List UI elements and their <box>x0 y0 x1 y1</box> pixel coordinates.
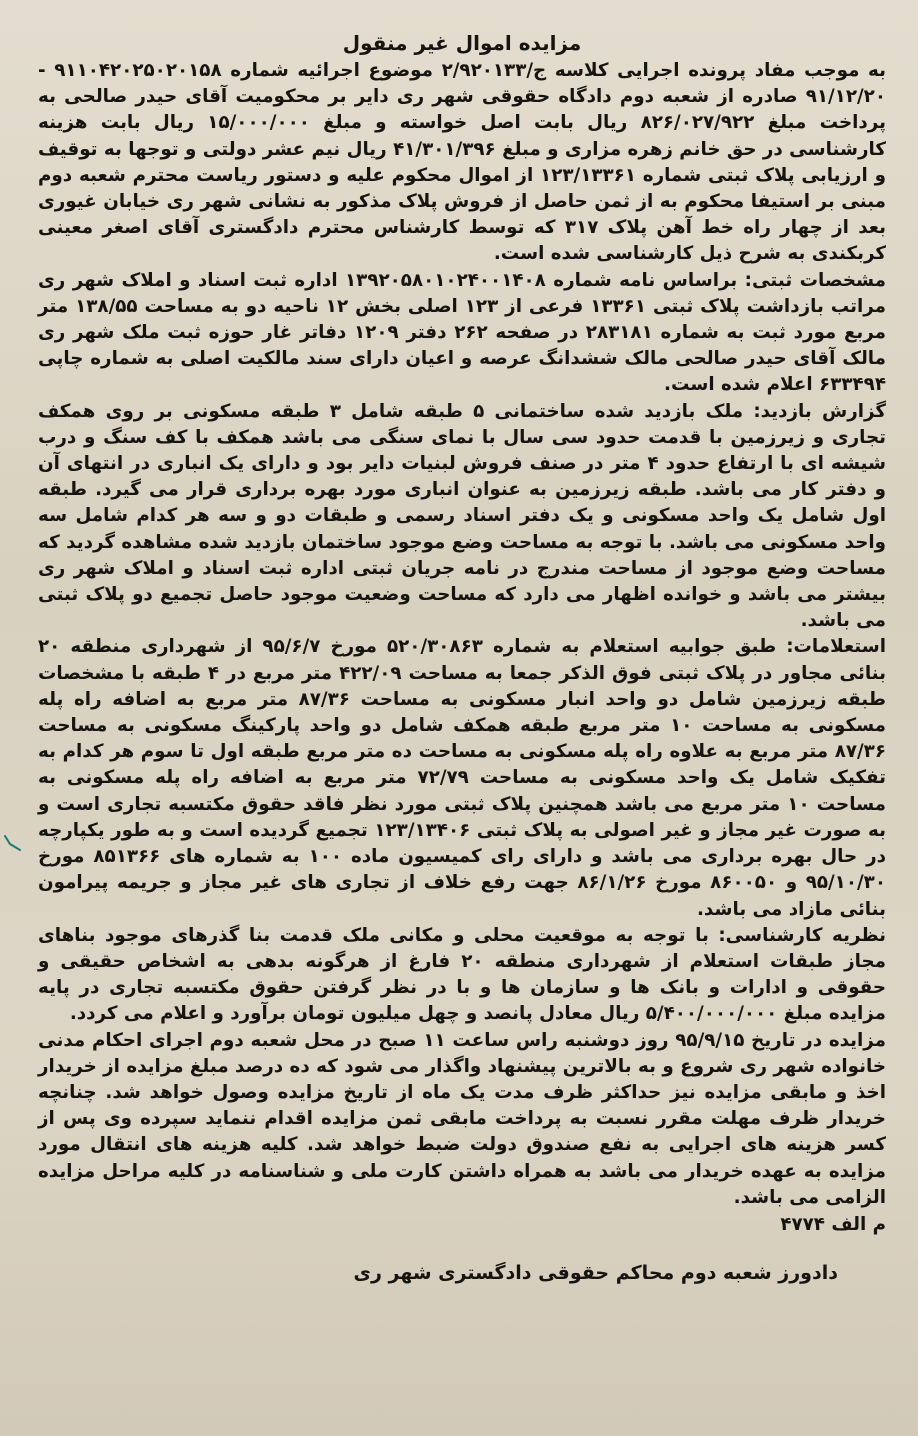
inspection-report-paragraph: گزارش بازدید: ملک بازدید شده ساختمانی ۵ طبقه شامل ۳ طبقه مسکونی بر روی همکف تجاری و زیرزمین با قدمت حدود سی سال با نمای سنگی می باشد همکف با کف سنگ و درب شیشه ای با ارتفاع حدود ۴ متر در صنف فروش لبنیات دایر بود و دارای یک انباری در انتهای آن و دفتر کار می باشد. طبقه زیرزمین به عنوان انباری مورد بهره برداری قرار می گیرد. طبقه اول شامل یک واحد مسکونی و یک دفتر اسناد رسمی و طبقات دو و سه هر کدام شامل سه واحد مسکونی می باشد. با توجه به مساحت وضع موجود ساختمان بازدید شده مشاهده گردید که مساحت وضع موجود از مساحت مندرج در نامه جریان ثبتی اداره ثبت اسناد و املاک شهر ری بیشتر می باشد و خوانده اظهار می دارد که مساحت وضعیت موجود حاصل تجمیع دو پلاک ثبتی می باشد. <box>38 400 886 632</box>
notice-title: مزایده اموال غیر منقول <box>342 31 582 55</box>
intro-paragraph: به موجب مفاد پرونده اجرایی کلاسه ج/۲/۹۲۰۱۳۳ موضوع اجرائیه شماره ۹۱۱۰۴۲۰۲۵۰۲۰۱۵۸ - ۹۱/۱۲/۲۰ صادره از شعبه دوم دادگاه حقوقی شهر ری دایر بر محکومیت آقای حیدر صالحی به پرداخت مبلغ ۸۲۶/۰۲۷/۹۲۲ ریال بابت اصل خواسته و مبلغ ۱۵/۰۰۰/۰۰۰ ریال بابت هزینه کارشناسی در حق خانم زهره مزاری و مبلغ ۴۱/۳۰۱/۳۹۶ ریال نیم عشر دولتی و توجها به توقیف و ارزیابی پلاک ثبتی شماره ۱۲۳/۱۳۳۶۱ از اموال محکوم علیه و دستور ریاست محترم شعبه دوم مبنی بر استیفا محکوم به از ثمن حاصل از فروش پلاک مذکور به نشانی شهر ری خیابان غیوری بعد از چهار راه خط آهن پلاک ۳۱۷ که توسط کارشناس محترم دادگستری آقای اصغر معینی کربکندی به شرح ذیل کارشناسی شده است. <box>38 60 887 265</box>
inquiries-paragraph: استعلامات: طبق جوابیه استعلام به شماره ۵۲۰/۳۰۸۶۳ مورخ ۹۵/۶/۷ از شهرداری منطقه ۲۰ بنائی مجاور در پلاک ثبتی فوق الذکر جمعا به مساحت ۴۲۲/۰۹ متر مربع در ۴ طبقه با مشخصات طبقه زیرزمین شامل دو واحد انبار مسکونی به مساحت ۸۷/۳۶ متر مربع به اضافه راه پله مسکونی به مساحت ۱۰ متر مربع طبقه همکف شامل دو واحد پارکینگ مسکونی به مساحت ۸۷/۳۶ متر مربع به علاوه راه پله مسکونی به مساحت ده متر مربع طبقه اول تا سوم هر کدام به تفکیک شامل یک واحد مسکونی به مساحت ۷۲/۷۹ متر مربع به اضافه راه پله مسکونی به مساحت ۱۰ متر مربع می باشد همچنین پلاک ثبتی مورد نظر فاقد حقوق مکتسبه تجاری است و به صورت غیر مجاز و غیر اصولی به پلاک ثبتی ۱۲۳/۱۳۴۰۶ تجمیع گردیده است و به طور یکپارچه در حال بهره برداری می باشد و دارای رای کمیسیون ماده ۱۰۰ به شماره های ۸۵۱۳۶۶ مورخ ۹۵/۱۰/۳۰ و ۸۶۰۰۵۰ مورخ ۸۶/۱/۲۶ جهت رفع خلاف از تجاری های غیر مجاز و جریمه پیرامون بنائی مازاد می باشد. <box>38 636 887 920</box>
reference-number: م الف ۴۷۷۴ <box>780 1213 886 1235</box>
expert-opinion-paragraph: نظریه کارشناسی: با توجه به موقعیت محلی و مکانی ملک قدمت بنا گذرهای موجود بناهای مجاز طبقات استعلام از شهرداری منطقه ۲۰ فارغ از هرگونه بدهی به اشخاص حقیقی و حقوقی و ادارات و بانک ها و سازمان ها و با در نظر گرفتن حقوق مکتسبه تجاری در پایه مزایده مبلغ ۵/۴۰۰/۰۰۰/۰۰۰ ریال معادل پانصد و چهل میلیون تومان برآورد و اعلام می کردد. <box>38 924 886 1025</box>
auction-notice <box>38 30 886 1286</box>
pen-mark-icon <box>2 832 24 854</box>
auction-terms-paragraph: مزایده در تاریخ ۹۵/۹/۱۵ روز دوشنبه راس ساعت ۱۱ صبح در محل شعبه دوم اجرای احکام مدنی خانواده شهر ری شروع و به بالاترین پیشنهاد واگذار می شود که ده درصد مبلغ مزایده از خریدار اخذ و مابقی مزایده نیز حداکثر ظرف مدت یک ماه از تاریخ مزایده وصول خواهد شد. چنانچه خریدار ظرف مهلت مقرر نسبت به پرداخت مابقی ثمن مزایده اقدام ننماید سپرده وی پس از کسر هزینه های اجرایی به نفع صندوق دولت ضبط خواهد شد. کلیه هزینه های انتقال مورد مزایده به عهده خریدار می باشد به همراه داشتن کارت ملی و شناسنامه در کلیه مراحل مزایده الزامی می باشد. <box>38 1029 887 1208</box>
signature: دادورز شعبه دوم محاکم حقوقی دادگستری شهر ری <box>353 1261 838 1284</box>
registration-details-paragraph: مشخصات ثبتی: براساس نامه شماره ۱۳۹۲۰۵۸۰۱۰۲۴۰۰۱۴۰۸ اداره ثبت اسناد و املاک شهر ری مراتب بازداشت پلاک ثبتی ۱۳۳۶۱ فرعی از ۱۲۳ اصلی بخش ۱۲ ناحیه دو به مساحت ۱۳۸/۵۵ متر مربع مورد ثبت به شماره ۲۸۳۱۸۱ در صفحه ۲۶۲ دفتر ۱۲۰۹ دفاتر غار حوزه ثبت ملک شهر ری مالک آقای حیدر صالحی مالک ششدانگ عرصه و اعیان دارای سند مالکیت اصلی به شماره چاپی ۶۳۳۴۹۴ اعلام شده است. <box>38 269 886 396</box>
